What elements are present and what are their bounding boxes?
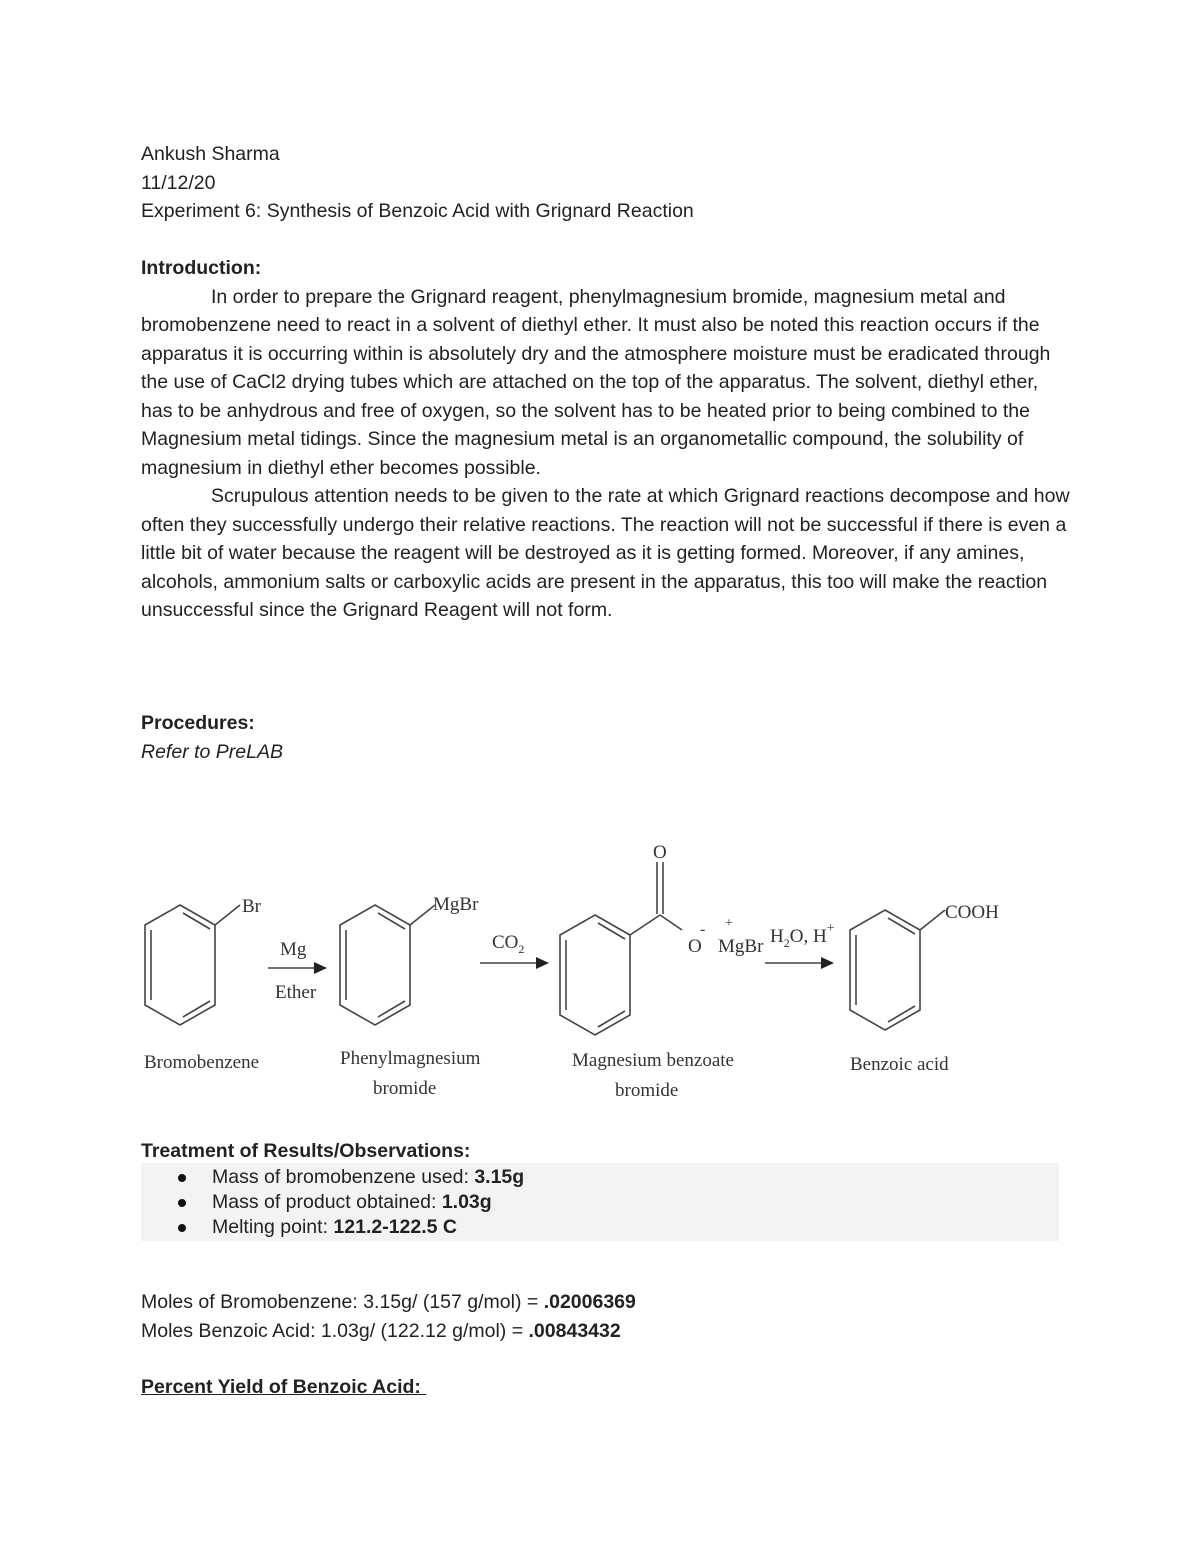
anion-oxygen-label: O	[688, 936, 702, 957]
introduction-heading: Introduction:	[141, 257, 262, 279]
report-date: 11/12/20	[141, 171, 216, 194]
procedures-reference: Refer to PreLAB	[141, 740, 283, 763]
experiment-title: Experiment 6: Synthesis of Benzoic Acid with Grignard Reaction	[141, 200, 694, 222]
reaction-scheme	[130, 830, 1030, 1120]
list-item: Melting point: 121.2-122.5 C	[170, 1215, 524, 1240]
document-header	[141, 140, 1071, 226]
percent-yield-section	[141, 1373, 1071, 1402]
anion-charge: -	[700, 921, 706, 938]
benzoic-acid-name: Benzoic acid	[850, 1054, 949, 1075]
counter-ion-charge: +	[725, 916, 733, 931]
observations-heading-block	[141, 1137, 1071, 1166]
carbonyl-oxygen-label: O	[653, 842, 667, 863]
magnesium-benzoate-name-line1: Magnesium benzoate	[572, 1050, 734, 1071]
reagent-ether: Ether	[275, 982, 317, 1003]
introduction-paragraph-1: In order to prepare the Grignard reagent, phenylmagnesium bromide, magnesium metal and bromobenzene need to react in a solvent of diethyl ether. It must also be noted this reaction occurs if the apparatus it is occurring within is absolutely dry and the atmosphere moisture must be eradicated through the use of CaCl2 drying tubes which are attached on the top of the apparatus. The solvent, diethyl ether, has to be anhydrous and free of oxygen, so the solvent has to be heated prior to being combined to the Magnesium metal tidings. Since the magnesium metal is an organometallic compound, the solubility of magnesium in diethyl ether becomes possible.	[141, 285, 1051, 479]
calculations-section	[141, 1288, 1071, 1345]
phenylmagnesium-name-line1: Phenylmagnesium	[340, 1048, 481, 1069]
introduction-section	[141, 254, 1071, 625]
bromobenzene-structure	[145, 905, 240, 1025]
arrowhead-3	[821, 957, 834, 969]
arrowhead-1	[314, 962, 327, 974]
author-name: Ankush Sharma	[141, 143, 280, 165]
observations-list	[170, 1165, 524, 1240]
reagent-mg: Mg	[280, 939, 307, 960]
phenylmagnesium-name-line2: bromide	[373, 1078, 437, 1099]
reagent-h2o-h: $H_2O$, H+	[770, 921, 835, 950]
mgbr-label: MgBr	[433, 894, 479, 915]
magnesium-benzoate-structure	[560, 862, 682, 1035]
procedures-heading: Procedures:	[141, 712, 255, 734]
bromobenzene-name: Bromobenzene	[144, 1052, 260, 1073]
phenylmagnesium-bromide-structure	[340, 905, 435, 1025]
cooh-label: COOH	[945, 902, 999, 923]
arrowhead-2	[536, 957, 549, 969]
moles-bromobenzene-line: Moles of Bromobenzene: 3.15g/ (157 g/mol) = .02006369	[141, 1291, 636, 1313]
moles-benzoic-acid-line: Moles Benzoic Acid: 1.03g/ (122.12 g/mol) = .00843432	[141, 1319, 621, 1342]
bromo-label: Br	[242, 896, 261, 917]
reagent-co2: $CO_2$	[492, 932, 525, 956]
observations-heading: Treatment of Results/Observations:	[141, 1140, 471, 1162]
counter-ion-label: MgBr	[718, 936, 764, 957]
list-item: Mass of bromobenzene used: 3.15g	[170, 1165, 524, 1190]
procedures-section	[141, 709, 1071, 766]
percent-yield-heading: Percent Yield of Benzoic Acid:	[141, 1376, 427, 1398]
list-item: Mass of product obtained: 1.03g	[170, 1190, 524, 1215]
magnesium-benzoate-name-line2: bromide	[615, 1080, 679, 1101]
introduction-paragraph-2: Scrupulous attention needs to be given to the rate at which Grignard reactions decompose and how often they successfully undergo their relative reactions. The reaction will not be successful if there is even a little bit of water because the reagent will be destroyed as it is getting formed. Moreover, if any amines, alcohols, ammonium salts or carboxylic acids are present in the apparatus, this too will make the reaction unsuccessful since the Grignard Reagent will not form.	[141, 485, 1070, 621]
benzoic-acid-structure	[850, 910, 945, 1030]
